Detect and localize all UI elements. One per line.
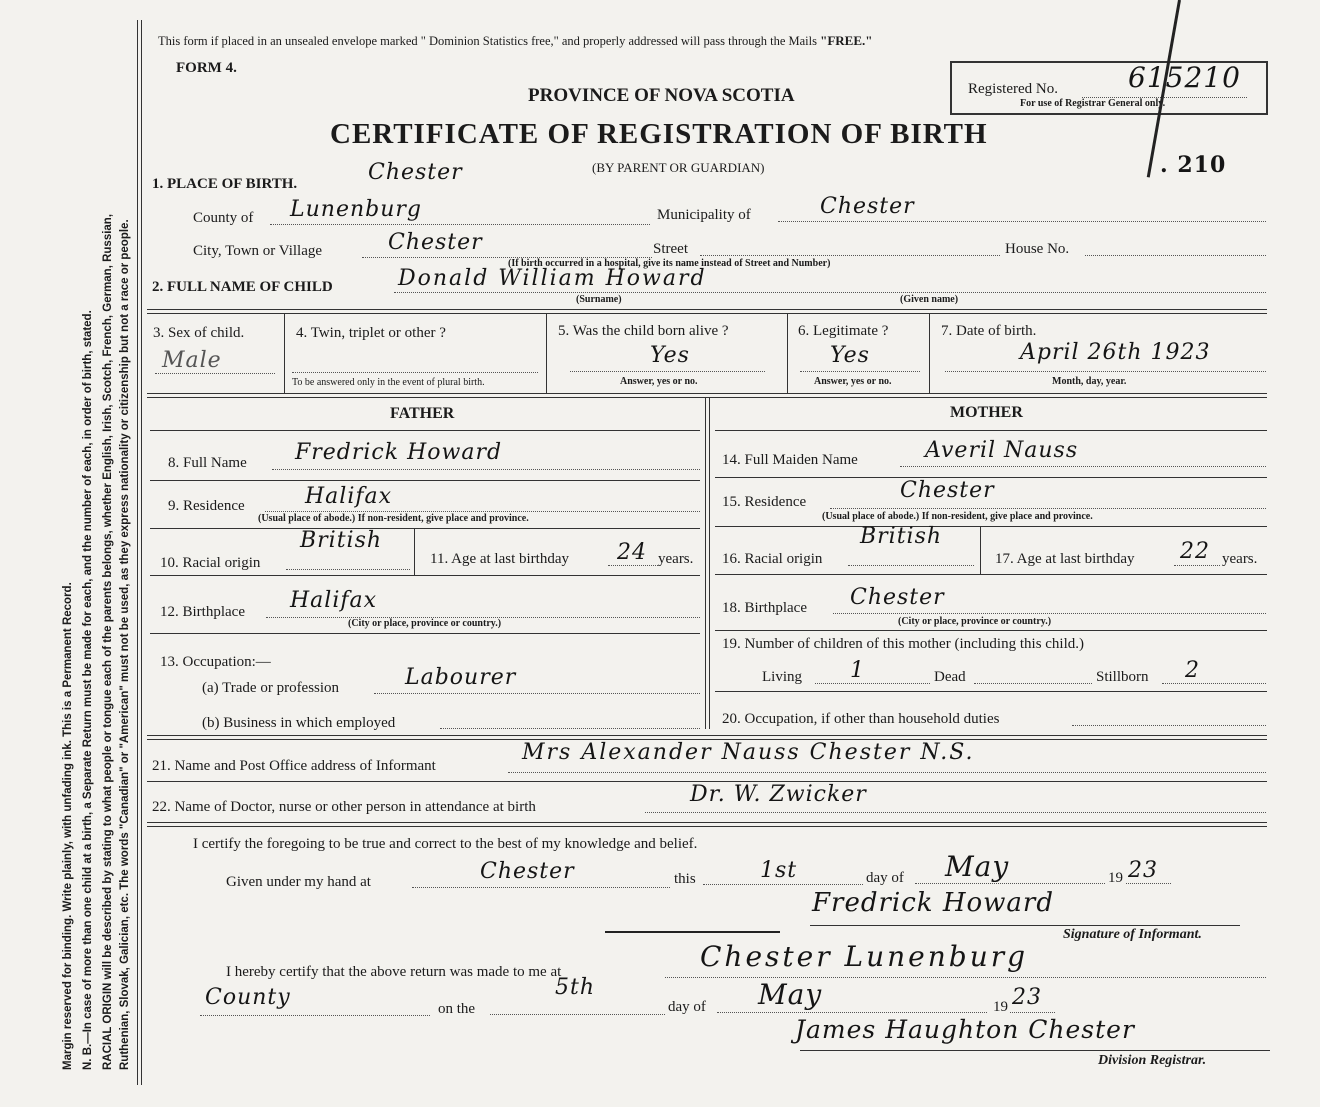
stillborn-value: 2 (1185, 658, 1200, 683)
county-label: County of (193, 210, 254, 226)
informant-label: 21. Name and Post Office address of Informant (152, 758, 436, 774)
father-name-label: 8. Full Name (168, 455, 247, 471)
father-years-label: years. (658, 551, 694, 567)
father-trade-value: Labourer (405, 665, 517, 690)
registration-extra: . 210 (1160, 152, 1227, 178)
given-place: Chester (480, 859, 575, 884)
rule (147, 313, 1267, 314)
rule (147, 309, 1267, 310)
dob-value: April 26th 1923 (1020, 340, 1211, 365)
registrar-signature: James Haughton Chester (795, 1015, 1135, 1044)
father-heading: FATHER (390, 405, 455, 422)
county-value: Lunenburg (290, 197, 422, 222)
doctor-value: Dr. W. Zwicker (690, 782, 867, 807)
registrar-note: For use of Registrar General only. (1020, 98, 1166, 109)
signature-label: Signature of Informant. (1063, 927, 1202, 942)
legitimate-label: 6. Legitimate ? (798, 323, 889, 339)
racial-note-1: RACIAL ORIGIN will be described by stating to what people or tongue each of the parents belongs, whether English, Irish, Scotch, French, German, Russian, (102, 213, 114, 1070)
father-birthplace-label: 12. Birthplace (160, 604, 245, 620)
registrar-county: County (205, 985, 291, 1010)
dob-note: Month, day, year. (1052, 376, 1127, 387)
given-name-note: (Given name) (900, 294, 959, 305)
mother-heading: MOTHER (950, 404, 1023, 421)
registrar-text: I hereby certify that the above return was made to me at (226, 964, 562, 980)
margin-rule (137, 20, 138, 1085)
mother-years-label: years. (1222, 551, 1258, 567)
alive-note: Answer, yes or no. (620, 376, 698, 387)
stillborn-label: Stillborn (1096, 669, 1149, 685)
sex-label: 3. Sex of child. (153, 325, 245, 341)
informant-value: Mrs Alexander Nauss Chester N.S. (522, 740, 975, 765)
father-name-value: Fredrick Howard (295, 440, 503, 465)
page-title: CERTIFICATE OF REGISTRATION OF BIRTH (330, 118, 988, 150)
living-value: 1 (850, 658, 865, 683)
father-occupation-label: 13. Occupation:— (160, 654, 271, 670)
hospital-note: (If birth occurred in a hospital, give its name instead of Street and Number) (508, 258, 831, 269)
father-age-label: 11. Age at last birthday (430, 551, 569, 567)
dob-label: 7. Date of birth. (941, 323, 1037, 339)
child-name-label: 2. FULL NAME OF CHILD (152, 279, 333, 295)
municipality-value: Chester (820, 194, 915, 219)
province-heading: PROVINCE OF NOVA SCOTIA (528, 85, 795, 106)
living-label: Living (762, 669, 802, 685)
mother-race-value: British (860, 524, 943, 549)
informant-signature: Fredrick Howard (812, 888, 1054, 918)
mother-name-label: 14. Full Maiden Name (722, 452, 858, 468)
father-race-label: 10. Racial origin (160, 555, 261, 571)
father-residence-value: Halifax (305, 484, 393, 509)
father-residence-note: (Usual place of abode.) If non-resident, give place and province. (258, 513, 529, 524)
registrar-on-label: on the (438, 1001, 476, 1017)
mother-age-label: 17. Age at last birthday (995, 551, 1135, 567)
this-label: this (674, 871, 696, 887)
given-label: Given under my hand at (226, 874, 371, 890)
father-birthplace-note: (City or place, province or country.) (348, 618, 502, 629)
father-birthplace-value: Halifax (290, 588, 378, 613)
mother-birthplace-value: Chester (850, 585, 945, 610)
alive-label: 5. Was the child born alive ? (558, 323, 729, 339)
margin-rule-inner (141, 20, 142, 1085)
mother-age-value: 22 (1180, 539, 1210, 564)
father-business-label: (b) Business in which employed (202, 715, 396, 731)
racial-note-2: Ruthenian, Slovak, Galician, etc. The words "Canadian" or "American" must not be used, as they express nationality or citizenship but not a race or people. (119, 219, 131, 1070)
mother-name-value: Averil Nauss (925, 438, 1079, 463)
street-label: Street (653, 241, 688, 257)
mother-residence-note: (Usual place of abode.) If non-resident, give place and province. (822, 511, 1093, 522)
mother-occupation-label: 20. Occupation, if other than household duties (722, 711, 1000, 727)
given-day: 1st (760, 858, 798, 883)
father-trade-label: (a) Trade or profession (202, 680, 340, 696)
registrar-month: May (758, 978, 823, 1011)
registrar-year-prefix: 19 (993, 999, 1008, 1015)
legitimate-note: Answer, yes or no. (814, 376, 892, 387)
given-year-prefix: 19 (1108, 870, 1123, 886)
child-name-value: Donald William Howard (398, 266, 707, 291)
surname-note: (Surname) (576, 294, 622, 305)
registered-label: Registered No. (968, 81, 1058, 97)
registered-number: 615210 (1128, 61, 1241, 94)
form-number: FORM 4. (176, 60, 237, 76)
sex-value: Male (162, 348, 222, 373)
dead-label: Dead (934, 669, 966, 685)
page-subtitle: (BY PARENT OR GUARDIAN) (592, 160, 765, 175)
registrar-place: Chester Lunenburg (700, 940, 1029, 973)
place-of-birth-label: 1. PLACE OF BIRTH. (152, 176, 298, 192)
mail-notice: This form if placed in an unsealed envelope marked " Dominion Statistics free," and properly addressed will pass through the Mails "FREE." (158, 33, 873, 48)
twin-note: To be answered only in the event of plural birth. (292, 377, 485, 388)
municipality-label: Municipality of (657, 207, 751, 223)
twin-label: 4. Twin, triplet or other ? (296, 325, 446, 341)
registrar-day: 5th (555, 975, 596, 1000)
given-day-label: day of (866, 870, 904, 886)
registrar-sig-label: Division Registrar. (1098, 1053, 1207, 1068)
mother-children-label: 19. Number of children of this mother (including this child.) (722, 636, 1085, 652)
registrar-day-label: day of (668, 999, 706, 1015)
father-race-value: British (300, 528, 383, 553)
nb-note: N. B.—In case of more than one child at a birth, a Separate Return must be made for each, and the number of each, in order of birth, stated. (82, 310, 94, 1070)
given-month: May (945, 850, 1010, 883)
place-of-birth-value: Chester (368, 160, 463, 185)
city-value: Chester (388, 230, 483, 255)
certify-text: I certify the foregoing to be true and correct to the best of my knowledge and belief. (193, 836, 698, 852)
mother-residence-label: 15. Residence (722, 494, 807, 510)
mother-race-label: 16. Racial origin (722, 551, 823, 567)
father-age-value: 24 (617, 540, 647, 565)
house-label: House No. (1005, 241, 1070, 257)
father-residence-label: 9. Residence (168, 498, 245, 514)
margin-note: Margin reserved for binding. Write plainly, with unfading ink. This is a Permanent Record. (62, 582, 74, 1070)
mother-birthplace-label: 18. Birthplace (722, 600, 807, 616)
city-label: City, Town or Village (193, 243, 323, 259)
alive-value: Yes (650, 343, 690, 368)
legitimate-value: Yes (830, 343, 870, 368)
mother-residence-value: Chester (900, 478, 995, 503)
mother-birthplace-note: (City or place, province or country.) (898, 616, 1052, 627)
given-year: 23 (1128, 858, 1158, 883)
registration-box (950, 61, 1268, 115)
doctor-label: 22. Name of Doctor, nurse or other person in attendance at birth (152, 799, 536, 815)
registrar-year: 23 (1012, 985, 1042, 1010)
